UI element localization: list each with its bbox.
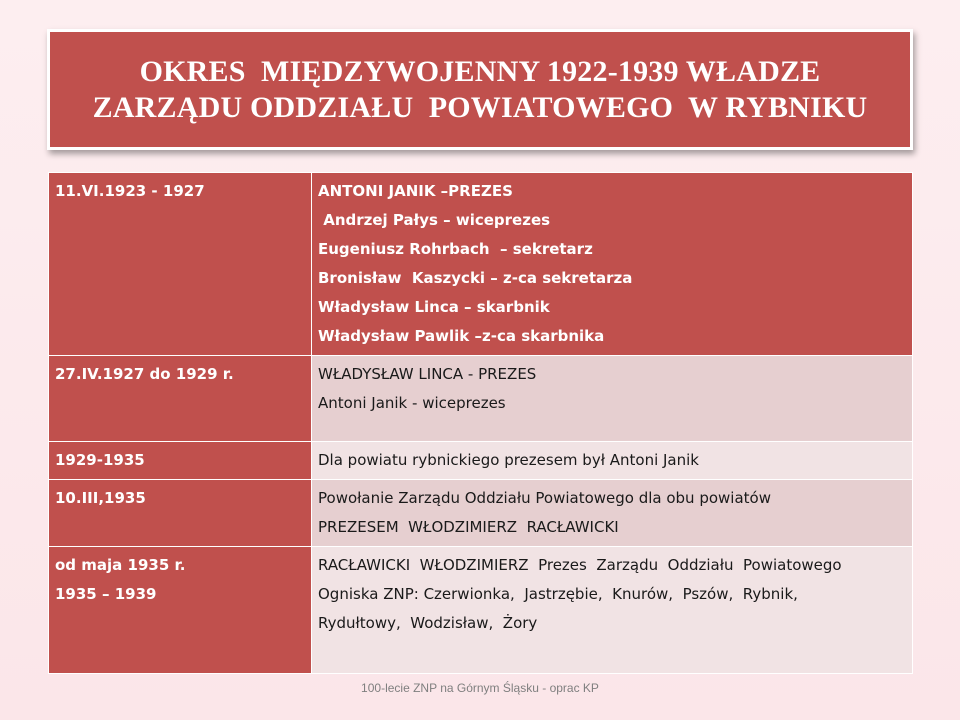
members-cell — [312, 547, 913, 674]
title-line-1: OKRES MIĘDZYWOJENNY 1922-1939 WŁADZE — [139, 54, 821, 88]
member-line: Antoni Janik - wiceprezes — [318, 394, 506, 412]
member-line: Andrzej Pałys – wiceprezes — [318, 211, 551, 229]
member-line: Bronisław Kaszycki – z-ca sekretarza — [318, 269, 633, 287]
board-table — [48, 172, 913, 674]
member-line: Władysław Pawlik –z-ca skarbnika — [318, 327, 605, 345]
period-cell — [49, 173, 312, 356]
member-line: Władysław Linca – skarbnik — [318, 298, 550, 316]
member-line: RACŁAWICKI WŁODZIMIERZ Prezes Zarządu Oddziału Powiatowego — [318, 556, 842, 574]
table-row — [49, 547, 913, 674]
member-line: Ogniska ZNP: Czerwionka, Jastrzębie, Knurów, Pszów, Rybnik, — [318, 585, 798, 603]
period-cell — [49, 480, 312, 547]
period-text: 10.III,1935 — [55, 489, 146, 507]
period-text: 1935 – 1939 — [55, 585, 157, 603]
table-row — [49, 173, 913, 356]
period-text: 27.IV.1927 do 1929 r. — [55, 365, 234, 383]
table-row — [49, 480, 913, 547]
members-cell — [312, 356, 913, 442]
members-cell — [312, 173, 913, 356]
member-line: ANTONI JANIK –PREZES — [318, 182, 513, 200]
member-line: Eugeniusz Rohrbach – sekretarz — [318, 240, 593, 258]
member-line: PREZESEM WŁODZIMIERZ RACŁAWICKI — [318, 518, 619, 536]
period-cell — [49, 547, 312, 674]
member-line: Rydułtowy, Wodzisław, Żory — [318, 614, 538, 632]
members-cell — [312, 442, 913, 480]
period-text: 11.VI.1923 - 1927 — [55, 182, 205, 200]
period-text: od maja 1935 r. — [55, 556, 186, 574]
table-row — [49, 442, 913, 480]
member-line: Dla powiatu rybnickiego prezesem był Antoni Janik — [318, 451, 699, 469]
title-banner — [47, 29, 913, 150]
period-cell — [49, 442, 312, 480]
table-row — [49, 356, 913, 442]
footer-credit: 100-lecie ZNP na Górnym Śląsku - oprac KP — [361, 681, 599, 695]
period-cell — [49, 356, 312, 442]
period-text: 1929-1935 — [55, 451, 145, 469]
title-line-2: ZARZĄDU ODDZIAŁU POWIATOWEGO W RYBNIKU — [92, 90, 868, 124]
member-line: Powołanie Zarządu Oddziału Powiatowego dla obu powiatów — [318, 489, 771, 507]
members-cell — [312, 480, 913, 547]
member-line: WŁADYSŁAW LINCA - PREZES — [318, 365, 537, 383]
